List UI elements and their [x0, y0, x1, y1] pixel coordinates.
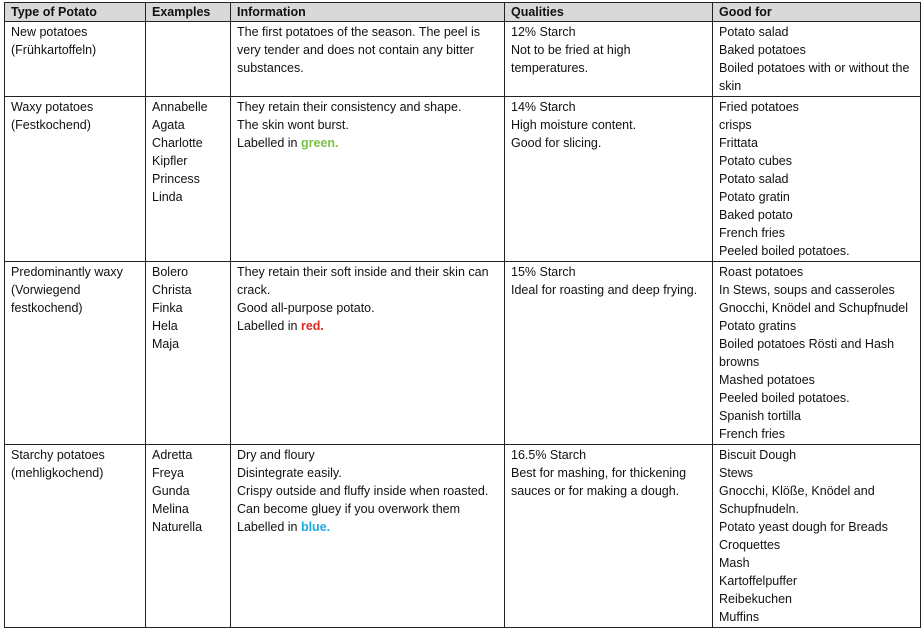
header-type: Type of Potato — [5, 3, 146, 22]
examples-cell-line: Freya — [152, 466, 184, 480]
good-for-cell-line: In Stews, soups and casseroles — [719, 283, 895, 297]
label-line — [237, 134, 498, 152]
table-row — [5, 97, 921, 262]
label-line — [237, 317, 498, 335]
good-for-cell-line: Roast potatoes — [719, 265, 804, 279]
examples-cell-line: Adretta — [152, 448, 193, 462]
label-prefix: Labelled in — [237, 136, 301, 150]
information-cell — [231, 22, 505, 97]
information-cell-line: Crispy outside and fluffy inside when roasted. — [237, 484, 489, 498]
type-cell-line: Predominantly waxy — [11, 265, 123, 279]
examples-cell-line: Gunda — [152, 484, 190, 498]
good-for-cell-line: Kartoffelpuffer — [719, 574, 798, 588]
good-for-cell-line: crisps — [719, 118, 752, 132]
qualities-cell-line: Not to be fried at high temperatures. — [511, 43, 631, 75]
good-for-cell-line: Peeled boiled potatoes. — [719, 391, 850, 405]
good-for-cell-line: Croquettes — [719, 538, 781, 552]
qualities-cell-line: 16.5% Starch — [511, 448, 587, 462]
qualities-cell-line: 12% Starch — [511, 25, 576, 39]
examples-cell-line: Hela — [152, 319, 178, 333]
table-row — [5, 445, 921, 628]
examples-cell-line: Charlotte — [152, 136, 203, 150]
qualities-cell — [505, 262, 713, 445]
information-cell — [231, 97, 505, 262]
information-cell-line: Dry and floury — [237, 448, 315, 462]
qualities-cell — [505, 22, 713, 97]
type-cell-line: (Festkochend) — [11, 118, 91, 132]
good-for-cell-line: Biscuit Dough — [719, 448, 797, 462]
header-qualities: Qualities — [505, 3, 713, 22]
good-for-cell-line: Potato salad — [719, 172, 789, 186]
label-prefix: Labelled in — [237, 520, 301, 534]
good-for-cell-line: Potato yeast dough for Breads — [719, 520, 888, 534]
qualities-cell — [505, 97, 713, 262]
good-for-cell-line: Gnocchi, Knödel and Schupfnudel — [719, 301, 909, 315]
information-cell — [231, 445, 505, 628]
examples-cell-line: Finka — [152, 301, 183, 315]
examples-cell-line: Bolero — [152, 265, 189, 279]
potato-table — [4, 2, 921, 628]
information-cell-line: Can become gluey if you overwork them — [237, 502, 461, 516]
good-for-cell-line: Spanish tortilla — [719, 409, 801, 423]
qualities-cell — [505, 445, 713, 628]
information-cell-line: Disintegrate easily. — [237, 466, 342, 480]
examples-cell-line: Agata — [152, 118, 185, 132]
good-for-cell-line: Peeled boiled potatoes. — [719, 244, 850, 258]
good-for-cell-line: Boiled potatoes Rösti and Hash browns — [719, 337, 895, 369]
qualities-cell-line: Ideal for roasting and deep frying. — [511, 283, 698, 297]
information-cell-line: The skin wont burst. — [237, 118, 349, 132]
good-for-cell-line: Potato gratins — [719, 319, 797, 333]
good-for-cell-line: Fried potatoes — [719, 100, 799, 114]
label-prefix: Labelled in — [237, 319, 301, 333]
examples-cell-line: Christa — [152, 283, 192, 297]
good-for-cell — [713, 97, 921, 262]
type-cell — [5, 262, 146, 445]
header-row — [5, 3, 921, 22]
table-body — [5, 22, 921, 628]
header-information: Information — [231, 3, 505, 22]
type-cell-line: (Frühkartoffeln) — [11, 43, 97, 57]
table-row — [5, 22, 921, 97]
examples-cell-line: Linda — [152, 190, 183, 204]
good-for-cell-line: Frittata — [719, 136, 758, 150]
examples-cell-line: Melina — [152, 502, 189, 516]
good-for-cell-line: Boiled potatoes with or without the skin — [719, 61, 910, 93]
type-cell-line: Starchy potatoes — [11, 448, 105, 462]
good-for-cell-line: French fries — [719, 427, 785, 441]
qualities-cell-line: 15% Starch — [511, 265, 576, 279]
type-cell-line: (Vorwiegend festkochend) — [11, 283, 83, 315]
good-for-cell-line: Potato salad — [719, 25, 789, 39]
good-for-cell-line: Baked potato — [719, 208, 793, 222]
good-for-cell-line: Potato gratin — [719, 190, 790, 204]
label-color-word: blue. — [300, 520, 331, 534]
information-cell-line: Good all-purpose potato. — [237, 301, 375, 315]
good-for-cell — [713, 262, 921, 445]
examples-cell-line: Maja — [152, 337, 180, 351]
qualities-cell-line: High moisture content. — [511, 118, 637, 132]
qualities-cell-line: Good for slicing. — [511, 136, 602, 150]
type-cell — [5, 97, 146, 262]
type-cell — [5, 22, 146, 97]
information-cell — [231, 262, 505, 445]
good-for-cell-line: Baked potatoes — [719, 43, 806, 57]
type-cell-line: New potatoes — [11, 25, 88, 39]
examples-cell — [146, 262, 231, 445]
header-examples: Examples — [146, 3, 231, 22]
label-color-word: red. — [300, 319, 324, 333]
good-for-cell-line: Mash — [719, 556, 750, 570]
type-cell-line: Waxy potatoes — [11, 100, 94, 114]
qualities-cell-line: 14% Starch — [511, 100, 576, 114]
label-color-word: green. — [300, 136, 339, 150]
table-row — [5, 262, 921, 445]
information-cell-line: They retain their soft inside and their skin can crack. — [237, 265, 489, 297]
examples-cell — [146, 97, 231, 262]
examples-cell — [146, 445, 231, 628]
type-cell-line: (mehligkochend) — [11, 466, 104, 480]
examples-cell — [146, 22, 231, 97]
information-cell-line: They retain their consistency and shape. — [237, 100, 462, 114]
examples-cell-line: Annabelle — [152, 100, 208, 114]
good-for-cell-line: Reibekuchen — [719, 592, 792, 606]
good-for-cell-line: Stews — [719, 466, 754, 480]
good-for-cell-line: Muffins — [719, 610, 760, 624]
good-for-cell — [713, 445, 921, 628]
label-line — [237, 518, 498, 536]
good-for-cell-line: Gnocchi, Klöße, Knödel and Schupfnudeln. — [719, 484, 875, 516]
examples-cell-line: Princess — [152, 172, 200, 186]
good-for-cell — [713, 22, 921, 97]
good-for-cell-line: French fries — [719, 226, 785, 240]
good-for-cell-line: Potato cubes — [719, 154, 792, 168]
qualities-cell-line: Best for mashing, for thickening sauces or for making a dough. — [511, 466, 687, 498]
examples-cell-line: Naturella — [152, 520, 203, 534]
header-good-for: Good for — [713, 3, 921, 22]
type-cell — [5, 445, 146, 628]
information-cell-line: The first potatoes of the season. The peel is very tender and does not contain any bitter substances. — [237, 25, 480, 75]
examples-cell-line: Kipfler — [152, 154, 188, 168]
good-for-cell-line: Mashed potatoes — [719, 373, 815, 387]
